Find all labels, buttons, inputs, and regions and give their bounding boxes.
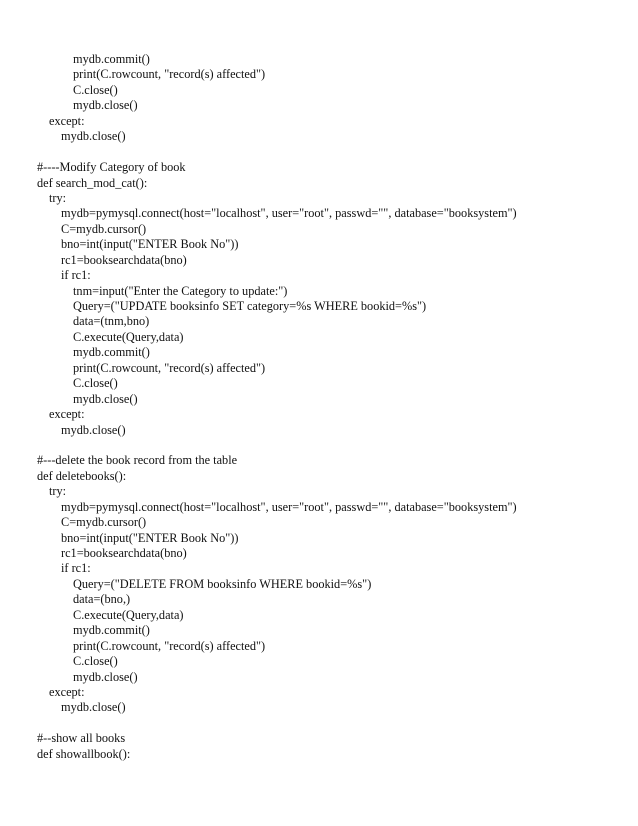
code-line: except:: [49, 113, 85, 128]
code-line: Query=("DELETE FROM booksinfo WHERE bookid=%s"): [73, 576, 372, 591]
code-line: C=mydb.cursor(): [61, 221, 147, 236]
code-line: data=(tnm,bno): [73, 314, 150, 329]
code-line: C.close(): [73, 82, 118, 97]
code-line: C=mydb.cursor(): [61, 515, 147, 530]
code-line: print(C.rowcount, "record(s) affected"): [73, 638, 266, 653]
code-line: tnm=input("Enter the Category to update:"): [73, 283, 288, 298]
code-line: if rc1:: [61, 561, 91, 576]
code-line: def deletebooks():: [37, 468, 127, 483]
code-line: rc1=booksearchdata(bno): [61, 252, 187, 267]
code-line: C.execute(Query,data): [73, 329, 184, 344]
code-line: bno=int(input("ENTER Book No")): [61, 237, 239, 252]
code-line: bno=int(input("ENTER Book No")): [61, 530, 239, 545]
blank-line: [37, 438, 627, 453]
code-line: print(C.rowcount, "record(s) affected"): [73, 67, 266, 82]
code-line: try:: [49, 484, 67, 499]
code-line: except:: [49, 684, 85, 699]
blank-line: [37, 145, 627, 160]
code-line: mydb.commit(): [73, 623, 150, 638]
code-listing: [37, 52, 627, 762]
code-line: mydb.close(): [61, 129, 126, 144]
code-line: #----Modify Category of book: [37, 160, 186, 175]
code-line: C.close(): [73, 654, 118, 669]
code-line: rc1=booksearchdata(bno): [61, 546, 187, 560]
code-line: mydb.close(): [61, 422, 126, 437]
code-line: def showallbook():: [37, 746, 131, 761]
code-line: print(C.rowcount, "record(s) affected"): [73, 360, 266, 375]
code-line: C.execute(Query,data): [73, 607, 184, 622]
code-line: mydb.close(): [73, 98, 138, 113]
code-line: #--show all books: [37, 731, 126, 746]
code-line: Query=("UPDATE booksinfo SET category=%s WHERE bookid=%s"): [73, 299, 427, 313]
code-line: mydb=pymysql.connect(host="localhost", user="root", passwd="", database="booksystem"): [61, 206, 517, 221]
code-line: mydb.close(): [73, 669, 138, 684]
code-line: except:: [49, 407, 85, 422]
blank-line: [37, 716, 627, 731]
code-line: if rc1:: [61, 268, 91, 283]
code-line: data=(bno,): [73, 592, 131, 607]
code-line: mydb.close(): [73, 391, 138, 406]
code-line: mydb.close(): [61, 700, 126, 715]
code-line: mydb=pymysql.connect(host="localhost", user="root", passwd="", database="booksystem"): [61, 499, 517, 514]
code-line: C.close(): [73, 376, 118, 391]
code-line: try:: [49, 190, 67, 205]
code-line: def search_mod_cat():: [37, 175, 148, 190]
code-line: #---delete the book record from the table: [37, 453, 238, 468]
code-line: mydb.commit(): [73, 52, 150, 66]
code-line: mydb.commit(): [73, 345, 150, 360]
